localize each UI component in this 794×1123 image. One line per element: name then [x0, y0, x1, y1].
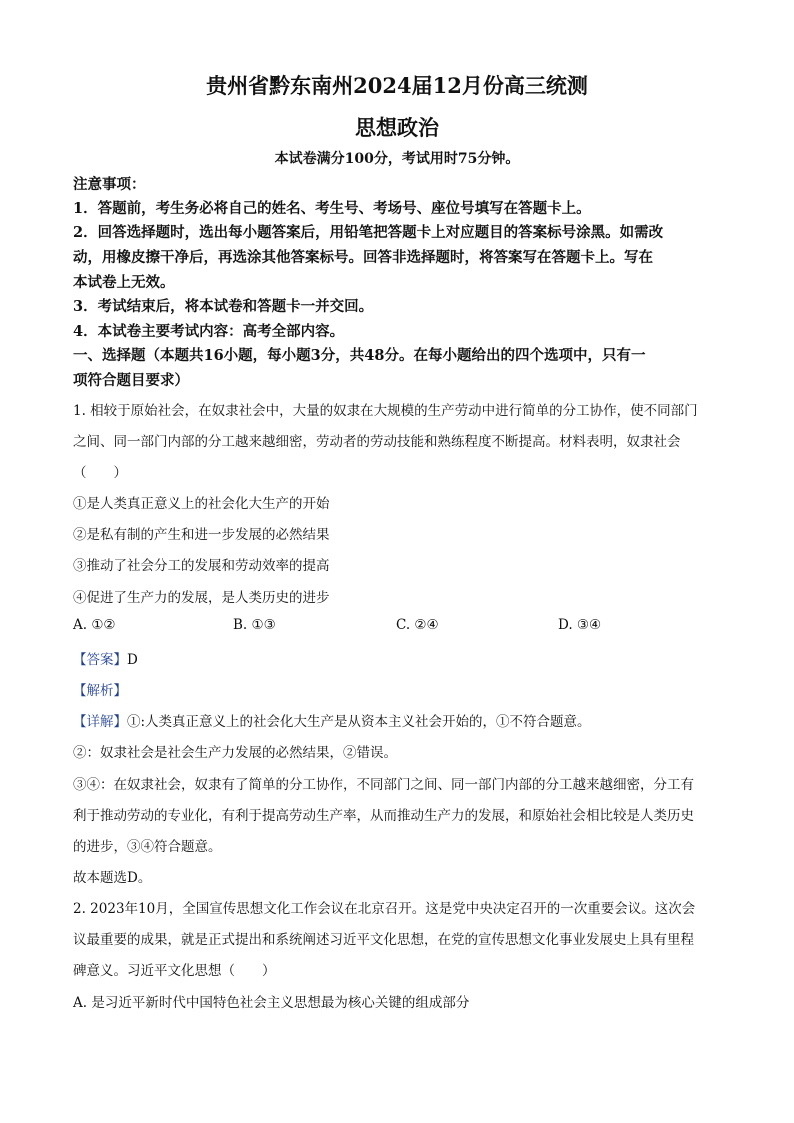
- q2-stem-line: 议最重要的成果，就是正式提出和系统阐述习近平文化思想，在党的宣传思想文化事业发展史上具有里程: [73, 932, 694, 948]
- note-line: 1．答题前，考生务必将自己的姓名、考生号、考场号、座位号填写在答题卡上。: [73, 200, 591, 217]
- answer-value: D: [127, 652, 138, 668]
- note-line: 4．本试卷主要考试内容：高考全部内容。: [73, 323, 345, 340]
- detail-line: 的进步，③④符合题意。: [73, 839, 222, 855]
- detail-line: ②：奴隶社会是社会生产力发展的必然结果，②错误。: [73, 745, 397, 761]
- section-line: 一、选择题（本题共16小题，每小题3分，共48分。在每小题给出的四个选项中，只有一: [73, 347, 646, 364]
- q1-statement: ③推动了社会分工的发展和劳动效率的提高: [73, 558, 330, 574]
- detail-line: 故本题选D。: [73, 870, 152, 886]
- note-line: 动，用橡皮擦干净后，再选涂其他答案标号。回答非选择题时，将答案写在答题卡上。写在: [73, 249, 653, 266]
- q1-stem-line: （ ）: [73, 465, 127, 481]
- detail-line: ③④：在奴隶社会，奴隶有了简单的分工协作，不同部门之间、同一部门内部的分工越来越细密，分工有: [73, 777, 694, 793]
- q1-option-b: B. ①③: [233, 617, 276, 633]
- section-line: 项符合题目要求）: [73, 372, 189, 389]
- q1-option-c: C. ②④: [396, 617, 439, 633]
- exam-title: 贵州省黔东南州2024届12月份高三统测: [206, 73, 588, 98]
- note-line: 3．考试结束后，将本试卷和答题卡一并交回。: [73, 298, 374, 315]
- detail-tag: 【详解】: [73, 714, 127, 730]
- q1-statement: ②是私有制的产生和进一步发展的必然结果: [73, 527, 330, 543]
- analysis-tag: 【解析】: [73, 683, 127, 699]
- q1-statement: ①是人类真正意义上的社会化大生产的开始: [73, 496, 330, 512]
- subject-title: 思想政治: [355, 115, 439, 140]
- q2-stem-line: 2. 2023年10月，全国宣传思想文化工作会议在北京召开。这是党中央决定召开的一次重要会议。这次会: [73, 901, 696, 917]
- q1-option-a: A. ①②: [73, 617, 116, 633]
- detail-text: ①:人类真正意义上的社会化大生产是从资本主义社会开始的，①不符合题意。: [127, 714, 591, 730]
- note-line: 本试卷上无效。: [73, 274, 175, 291]
- q1-option-d: D. ③④: [558, 617, 602, 633]
- note-line: 2．回答选择题时，选出每小题答案后，用铅笔把答题卡上对应题目的答案标号涂黑。如需改: [73, 224, 664, 241]
- notes-heading: 注意事项：: [73, 176, 146, 193]
- detail-line: [73, 710, 591, 730]
- q1-answer-line: [73, 648, 138, 668]
- q1-stem-line: 1. 相较于原始社会，在奴隶社会中，大量的奴隶在大规模的生产劳动中进行简单的分工协作，使不同部门: [73, 403, 698, 419]
- detail-line: 利于推动劳动的专业化，有利于提高劳动生产率，从而推动生产力的发展，和原始社会相比较是人类历史: [73, 808, 694, 824]
- q2-stem-line: 碑意义。习近平文化思想（ ）: [73, 963, 276, 979]
- q2-option-a: A. 是习近平新时代中国特色社会主义思想最为核心关键的组成部分: [73, 995, 470, 1011]
- q1-stem-line: 之间、同一部门内部的分工越来越细密，劳动者的劳动技能和熟练程度不断提高。材料表明，奴隶社会: [73, 434, 681, 450]
- q1-statement: ④促进了生产力的发展，是人类历史的进步: [73, 590, 330, 606]
- exam-info: 本试卷满分100分，考试用时75分钟。: [274, 151, 520, 167]
- answer-tag: 【答案】: [73, 652, 127, 668]
